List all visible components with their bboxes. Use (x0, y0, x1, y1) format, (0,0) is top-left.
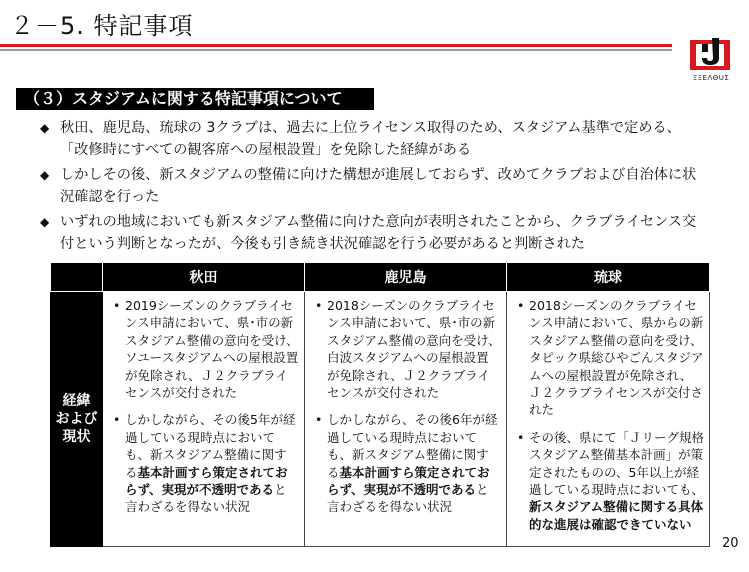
cell-text: 2018シーズンのクラブライセンス申請において、県･市の新スタジアム整備の意向を受け、白波スタジアムへの屋根設置が免除され、Ｊ２クラブライセンスが交付された (327, 298, 501, 401)
row-header (51, 292, 103, 547)
cell-text: 2018シーズンのクラブライセンス申請において、県からの新スタジアム整備の意向を受け、タピック県総ひやごんスタジアムへの屋根設置が免除され、Ｊ２クラブライセンスが交付された (529, 298, 704, 418)
page-number: 20 (722, 536, 739, 551)
cell-text: その後、県にて「Ｊリーグ規格スタジアム整備基本計画」が策定されたものの、5年以上が経過している現時点においても、 (529, 429, 705, 498)
cell-text: しかしながら、その後5年が経過している現時点においても、新スタジアム整備に関する (125, 412, 296, 480)
column-header-ryukyu: 琉球 (507, 263, 710, 292)
section-title-bar: （３）スタジアムに関する特記事項について (16, 88, 374, 110)
bullet-dot-icon: • (517, 298, 525, 313)
column-header-kagoshima: 鹿児島 (305, 263, 507, 292)
header-gray-rule (0, 49, 672, 51)
bullet-dot-icon: • (315, 412, 323, 428)
cell-akita (103, 292, 305, 547)
cell-text: と言わざるを得ない状況 (327, 482, 489, 515)
bullet-dot-icon: • (517, 429, 525, 445)
cell-text: と言わざるを得ない状況 (125, 482, 287, 515)
header-red-rule (0, 44, 672, 47)
row-header-line: 経緯 (62, 393, 91, 409)
bullet-dot-icon: • (113, 412, 121, 428)
emphasis-text: 基本計画すら策定されておらず、実現が不透明である (125, 464, 288, 498)
cell-list-item (514, 429, 704, 533)
cell-kagoshima (305, 292, 507, 547)
bullet-dot-icon: • (113, 298, 121, 313)
diamond-bullet-icon: ◆ (40, 121, 50, 135)
cell-list-item (312, 411, 501, 515)
cell-list-item (514, 297, 704, 419)
bullet-item (40, 118, 700, 161)
row-header-line: 現状 (62, 429, 91, 445)
emphasis-text: 基本計画すら策定されておらず、実現が不透明である (327, 464, 490, 498)
cell-ryukyu (507, 292, 710, 547)
bullet-text: しかしその後、新スタジアムの整備に向けた構想が進展しておらず、改めてクラブおよび自治体に状況確認を行った (60, 167, 697, 205)
column-header-akita: 秋田 (103, 263, 305, 292)
page-title: ２－5. 特記事項 (10, 12, 194, 40)
bullet-list (40, 118, 700, 259)
cell-list-item (110, 411, 299, 515)
row-header-line: および (55, 411, 98, 427)
table-corner-cell (51, 263, 103, 292)
bullet-dot-icon: • (315, 298, 323, 313)
cell-list-item (110, 297, 299, 401)
logo-lettering: ΞΞΕΛΘUΣ (692, 74, 730, 82)
diamond-bullet-icon: ◆ (40, 215, 50, 229)
club-status-table (50, 263, 710, 547)
bullet-item (40, 165, 700, 208)
bullet-text: 秋田、鹿児島、琉球の 3クラブは、過去に上位ライセンス取得のため、スタジアム基準で定める、「改修時にすべての観客席への屋根設置」を免除した経緯がある (60, 120, 681, 158)
bullet-item (40, 212, 700, 255)
cell-text: しかしながら、その後6年が経過している現時点においても、新スタジアム整備に関する (327, 412, 498, 480)
cell-text: 2019シーズンのクラブライセンス申請において、県･市の新スタジアム整備の意向を受け、ソユースタジアムへの屋根設置が免除され、Ｊ２クラブライセンスが交付された (125, 298, 299, 401)
diamond-bullet-icon: ◆ (40, 168, 50, 182)
cell-list-item (312, 297, 501, 401)
emphasis-text: 新スタジアム整備に関する具体的な進展は確認できていない (529, 499, 704, 532)
bullet-text: いずれの地域においても新スタジアム整備に向けた意向が表明されたことから、クラブライセンス交付という判断となったが、今後も引き続き状況確認を行う必要があると判断された (60, 214, 697, 252)
